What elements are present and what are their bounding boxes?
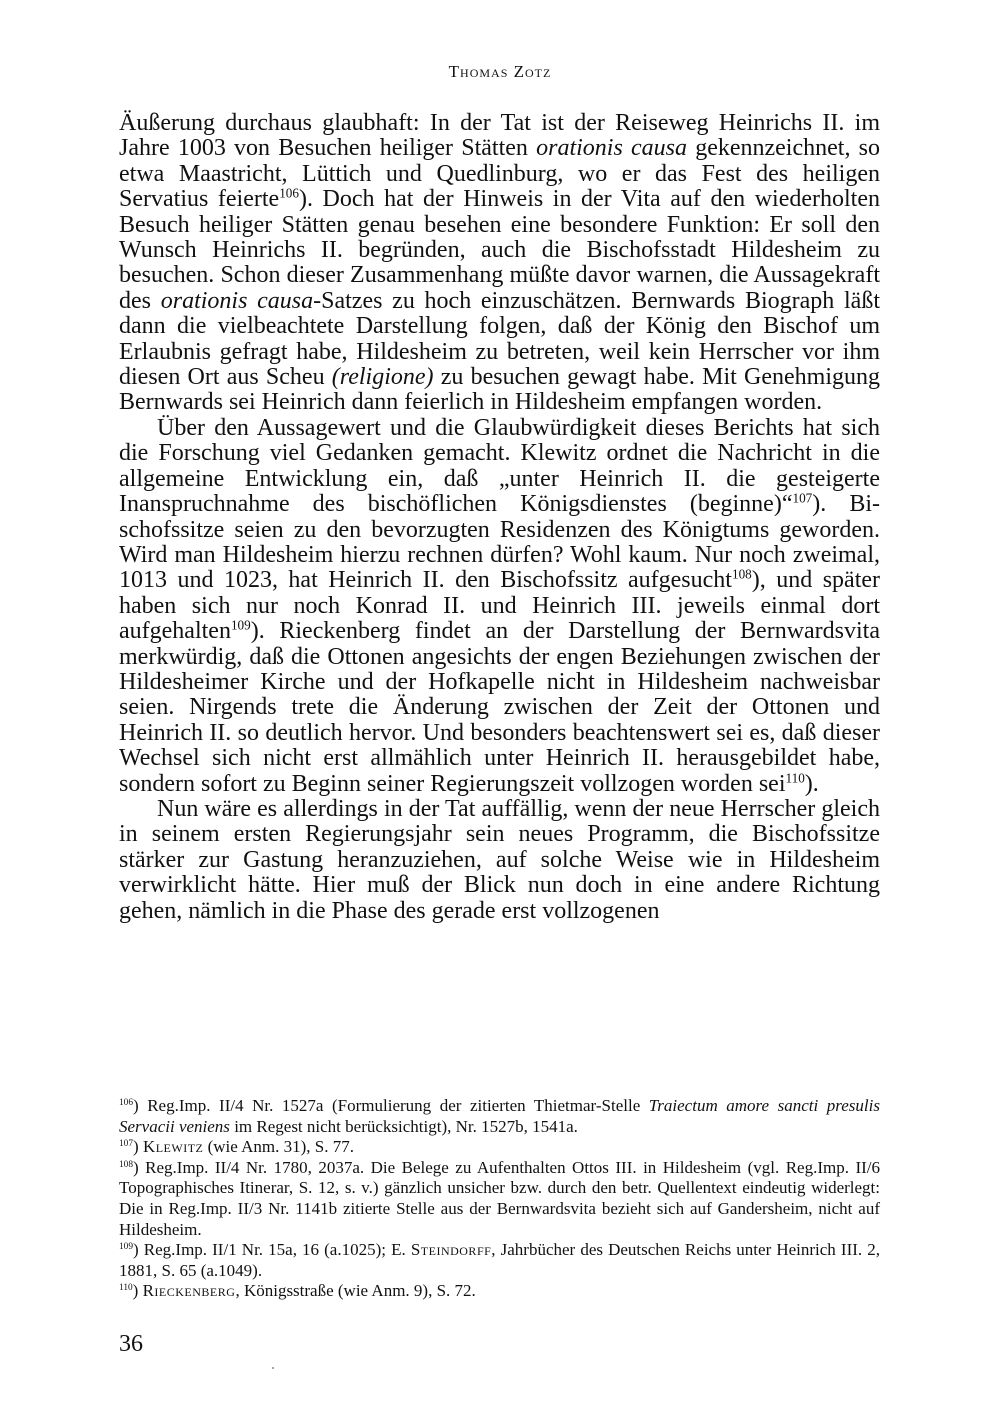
page-number: 36 bbox=[119, 1331, 143, 1357]
paragraph-1: Äußerung durchaus glaubhaft: In der Tat ist der Reiseweg Heinrichs II. im Jahre 1003 von Besuchen heiliger Stätten orationis causa gekennzeichnet, so etwa Maastricht, Lüttich und Quedlinburg, wo er das Fest des heiligen Servatius feierte$^{106}$). Doch hat der Hinweis in der Vita auf den wiederholten Besuch heiliger Stätten genau besehen eine besondere Funktion: Er soll den Wunsch Heinrichs II. begründen, auch die Bischofsstadt Hildesheim zu besuchen. Schon dieser Zusammenhang müßte davor warnen, die Aussagekraft des orationis causa-Satzes zu hoch einzuschätzen. Bernwards Biograph läßt dann die vielbeachtete Darstellung folgen, daß der König den Bischof um Erlaubnis gefragt habe, Hildesheim zu betreten, weil kein Herrscher vor ihm diesen Ort aus Scheu (religione) zu besuchen gewagt habe. Mit Genehmigung Bernwards sei Heinrich dann feierlich in Hildesheim empfangen worden. bbox=[119, 110, 880, 416]
footnote-ref: 107 bbox=[792, 490, 813, 506]
footnote-107: $^{107}$) Klewitz (wie Anm. 31), S. 77. bbox=[119, 1137, 354, 1157]
footnote-108: $^{108}$) Reg.Imp. II/4 Nr. 1780, 2037a. Die Belege zu Aufenthalten Ottos III. in Hildesheim (vgl. Reg.Imp. II/6 Topographisches Itinerar, S. 12, s. v.) gänzlich unsicher bzw. durch den betr. Quellentext eindeutig widerlegt: Die in Reg.Imp. II/3 Nr. 1141b zitierte Stelle aus der Bernwardsvita bezieht sich auf Gandersheim, nicht auf Hildesheim. bbox=[119, 1157, 880, 1239]
paragraph-2: Über den Aussagewert und die Glaubwürdigkeit dieses Berichts hat sich die Forschung viel Gedanken gemacht. Klewitz ordnet die Nachricht in die allgemeine Entwicklung ein, daß „unter Heinrich II. die gesteigerte Inanspruchnahme des bischöflichen Königsdienstes (beginne)“$^{107}$). Bischofssitze seien zu den bevorzugten Residenzen des Königtums geworden. Wird man Hildesheim hierzu rechnen dürfen? Wohl kaum. Nur noch zweimal, 1013 und 1023, hat Heinrich II. den Bischofssitz aufgesucht$^{108}$), und später haben sich nur noch Konrad II. und Heinrich III. jeweils einmal dort aufgehalten$^{109}$). Rieckenberg findet an der Darstellung der Bernwardsvita merkwürdig, daß die Ottonen angesichts der engen Beziehungen zwischen der Hildesheimer Kirche und der Hofkapelle nicht in Hildesheim nachweisbar seien. Nirgends trete die Änderung zwischen der Zeit der Ottonen und Heinrich II. so deutlich hervor. Und besonders beachtenswert sei es, daß dieser Wechsel sich nicht erst allmählich unter Heinrich II. herausgebildet habe, sondern sofort zu Beginn seiner Regierungszeit vollzogen worden sei$^{110}$). bbox=[119, 414, 881, 797]
footnote-110: $^{110}$) Rieckenberg, Königsstraße (wie Anm. 9), S. 72. bbox=[119, 1281, 476, 1301]
footnote-106: $^{106}$) Reg.Imp. II/4 Nr. 1527a (Formulierung der zitierten Thietmar-Stelle Traiectum amore sancti presulis Servacii veniens im Regest nicht berücksichtigt), Nr. 1527b, 1541a. bbox=[119, 1096, 880, 1136]
body-text bbox=[119, 111, 880, 924]
footnote-ref: 110 bbox=[785, 769, 805, 785]
footnote-ref: 109 bbox=[230, 617, 251, 633]
footnote-109: $^{109}$) Reg.Imp. II/1 Nr. 15a, 16 (a.1025); E. Steindorff, Jahrbücher des Deutschen Reichs unter Heinrich III. 2, 1881, S. 65 (a.1049). bbox=[119, 1240, 880, 1280]
running-header: Thomas Zotz bbox=[448, 62, 552, 81]
footnote-ref: 106 bbox=[279, 185, 299, 201]
footnotes bbox=[119, 1096, 880, 1302]
paragraph-3: Nun wäre es allerdings in der Tat auffällig, wenn der neue Herrscher gleich in seinem ersten Regierungsjahr sein neues Programm, die Bischofssitze stärker zur Gastung heranzuziehen, auf solche Weise wie in Hildesheim verwirklicht hätte. Hier muß der Blick nun doch in eine andere Richtung gehen, nämlich in die Phase des gerade erst vollzogenen bbox=[119, 795, 880, 924]
footnote-ref: 108 bbox=[731, 566, 752, 582]
scan-speck bbox=[272, 1367, 274, 1369]
